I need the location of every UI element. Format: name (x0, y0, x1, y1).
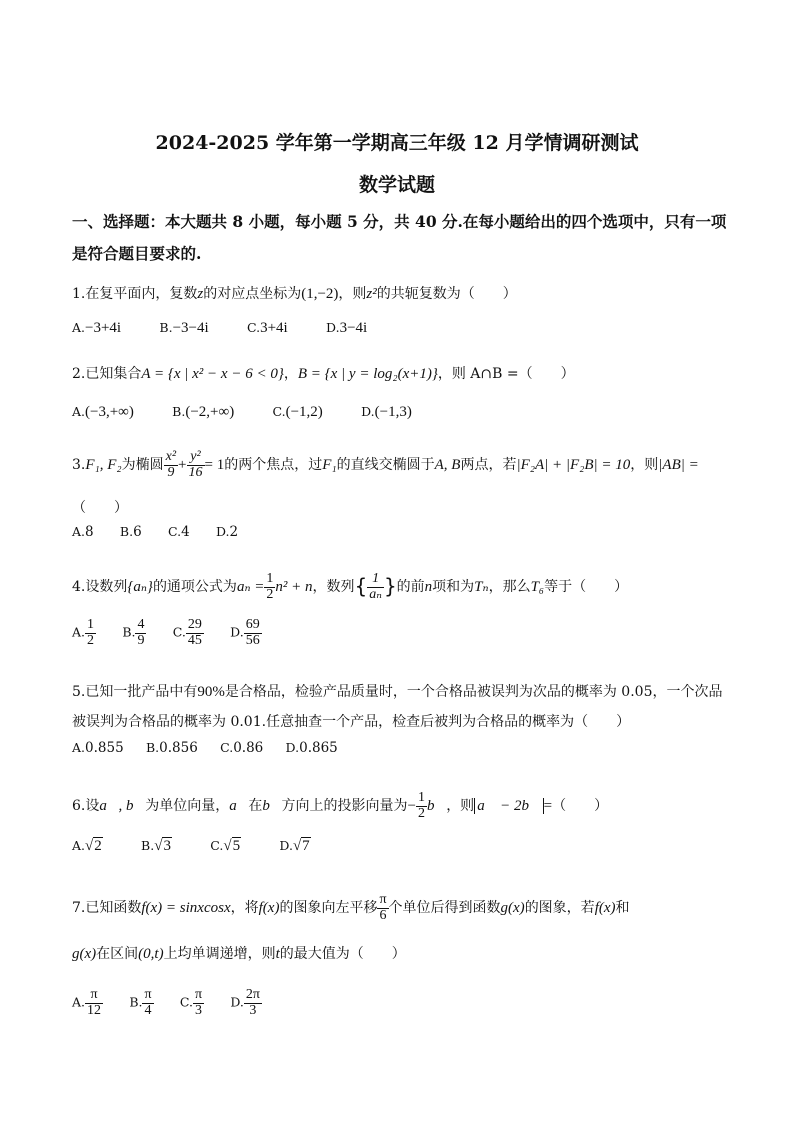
option-a[interactable]: A.(−3,+∞) (72, 404, 134, 420)
option-a[interactable]: A.√2 (72, 838, 102, 854)
sqrt-symbol: √3 (154, 838, 171, 854)
option-a[interactable]: A.0.855 (72, 740, 124, 756)
vector-magnitude: a⃗ − 2b⃗ (474, 798, 543, 814)
option-d[interactable]: D.2 (215, 524, 239, 540)
option-b[interactable]: B. $\frac{4}{9}$ (122, 617, 145, 648)
question-1: 1.在复平面内，复数z的对应点坐标为(1,−2)，则z²的共轭复数为（ ） (72, 286, 517, 302)
sqrt-symbol: √5 (223, 838, 241, 854)
option-d[interactable]: D.(−1,3) (361, 404, 412, 420)
option-c[interactable]: C.3+4i (246, 320, 288, 336)
option-a[interactable]: A.−3+4i (72, 320, 122, 336)
option-b[interactable]: B.(−2,+∞) (172, 404, 235, 420)
option-b[interactable]: B.−3−4i (159, 320, 209, 336)
sqrt-symbol: √7 (292, 838, 310, 854)
option-c[interactable]: C. $\frac{29}{45}$ (172, 617, 202, 648)
shift-fraction: $\frac{\pi}{6}$ (379, 891, 387, 923)
section-instructions-line2: 是符合题目要求的. (72, 244, 202, 263)
sqrt-symbol: √2 (85, 838, 102, 854)
ellipse-fraction-x: $\frac{\text{x²}}{9}$ (165, 449, 177, 480)
option-b[interactable]: B.6 (119, 524, 142, 540)
question-7-line2: g(x)在区间(0,t)上均单调递增，则t的最大值为（ ） (72, 946, 406, 962)
ellipse-fraction-y: $\frac{\text{y²}}{16}$ (188, 449, 203, 480)
question-5-line2: 被误判为合格品的概率为 0.01.任意抽查一个产品，检查后被判为合格品的概率为（ ） (72, 714, 631, 730)
question-5-options (72, 740, 356, 756)
option-b[interactable]: B.√3 (141, 838, 171, 854)
question-7: 7.已知函数f(x) = sinxcosx，将f(x)的图象向左平移 $\frac{\pi}{6}$ 个单位后得到函数g(x)的图象，若f(x)和 (72, 891, 630, 923)
question-4: 4.设数列{aₙ}的通项公式为aₙ = $\frac{1}{2}$ n² + n，数列{ $\frac{1}{\text{aₙ}}$ }的前n项和为Tₙ，那么T₆等于（ ） (72, 570, 629, 602)
question-7-options (72, 988, 284, 1018)
question-2-options (72, 404, 446, 421)
question-3: 3.F₁, F₂为椭圆 $\frac{\text{x²}}{9}$ + $\frac{\text{y²}}{16}$ = 1的两个焦点，过F₁的直线交椭圆于A, B两点，若|F₂A| + |F₂B| = 10，则|AB| = (72, 449, 699, 480)
option-c[interactable]: C.√5 (210, 838, 241, 854)
exam-subtitle: 数学试题 (358, 174, 435, 196)
reciprocal-fraction: $\frac{1}{\text{aₙ}}$ (369, 570, 382, 602)
option-a[interactable]: A.8 (72, 524, 94, 540)
option-c[interactable]: C.(−1,2) (272, 404, 323, 420)
question-6-options (72, 838, 345, 855)
option-b[interactable]: B.0.856 (145, 740, 198, 756)
question-1-options (72, 320, 401, 337)
option-c[interactable]: C.4 (167, 524, 190, 540)
option-d[interactable]: D. $\frac{69}{56}$ (230, 617, 260, 648)
question-3-paren: （ ） (72, 500, 128, 516)
option-a[interactable]: A. $\frac{1}{2}$ (72, 617, 95, 648)
question-6: 6.设a⃗, b⃗为单位向量，a⃗在b⃗方向上的投影向量为− $\frac{1}{2}$ b⃗，则 a⃗ − 2b⃗ =（ ） (72, 789, 609, 821)
question-2: 2.已知集合A = {x | x² − x − 6 < 0}，B = {x | y = log₂(x+1)}，则 A∩B =（ ） (72, 366, 575, 382)
question-5: 5.已知一批产品中有90%是合格品，检验产品质量时，一个合格品被误判为次品的概率为 0.05，一个次品 (72, 684, 723, 700)
question-3-options (72, 524, 260, 540)
option-c[interactable]: C.0.86 (220, 740, 264, 756)
option-b[interactable]: B. $\frac{\pi}{4}$ (129, 987, 152, 1018)
option-c[interactable]: C. $\frac{\pi}{3}$ (179, 987, 203, 1018)
option-d[interactable]: D. $\frac{2\pi}{3}$ (230, 987, 260, 1018)
option-d[interactable]: D.3−4i (326, 320, 368, 336)
projection-fraction: $\frac{1}{2}$ (418, 789, 426, 821)
formula-fraction: $\frac{1}{2}$ (266, 570, 274, 602)
option-d[interactable]: D.√7 (279, 838, 310, 854)
exam-title: 2024-2025 学年第一学期高三年级 12 月学情调研测试 (155, 132, 639, 154)
section-instructions-line1: 一、选择题：本大题共 8 小题，每小题 5 分，共 40 分.在每小题给出的四个选项中，只有一项 (72, 212, 727, 231)
option-d[interactable]: D.0.865 (285, 740, 338, 756)
option-a[interactable]: A. $\frac{\pi}{12}$ (72, 987, 102, 1018)
question-4-options (72, 618, 284, 648)
